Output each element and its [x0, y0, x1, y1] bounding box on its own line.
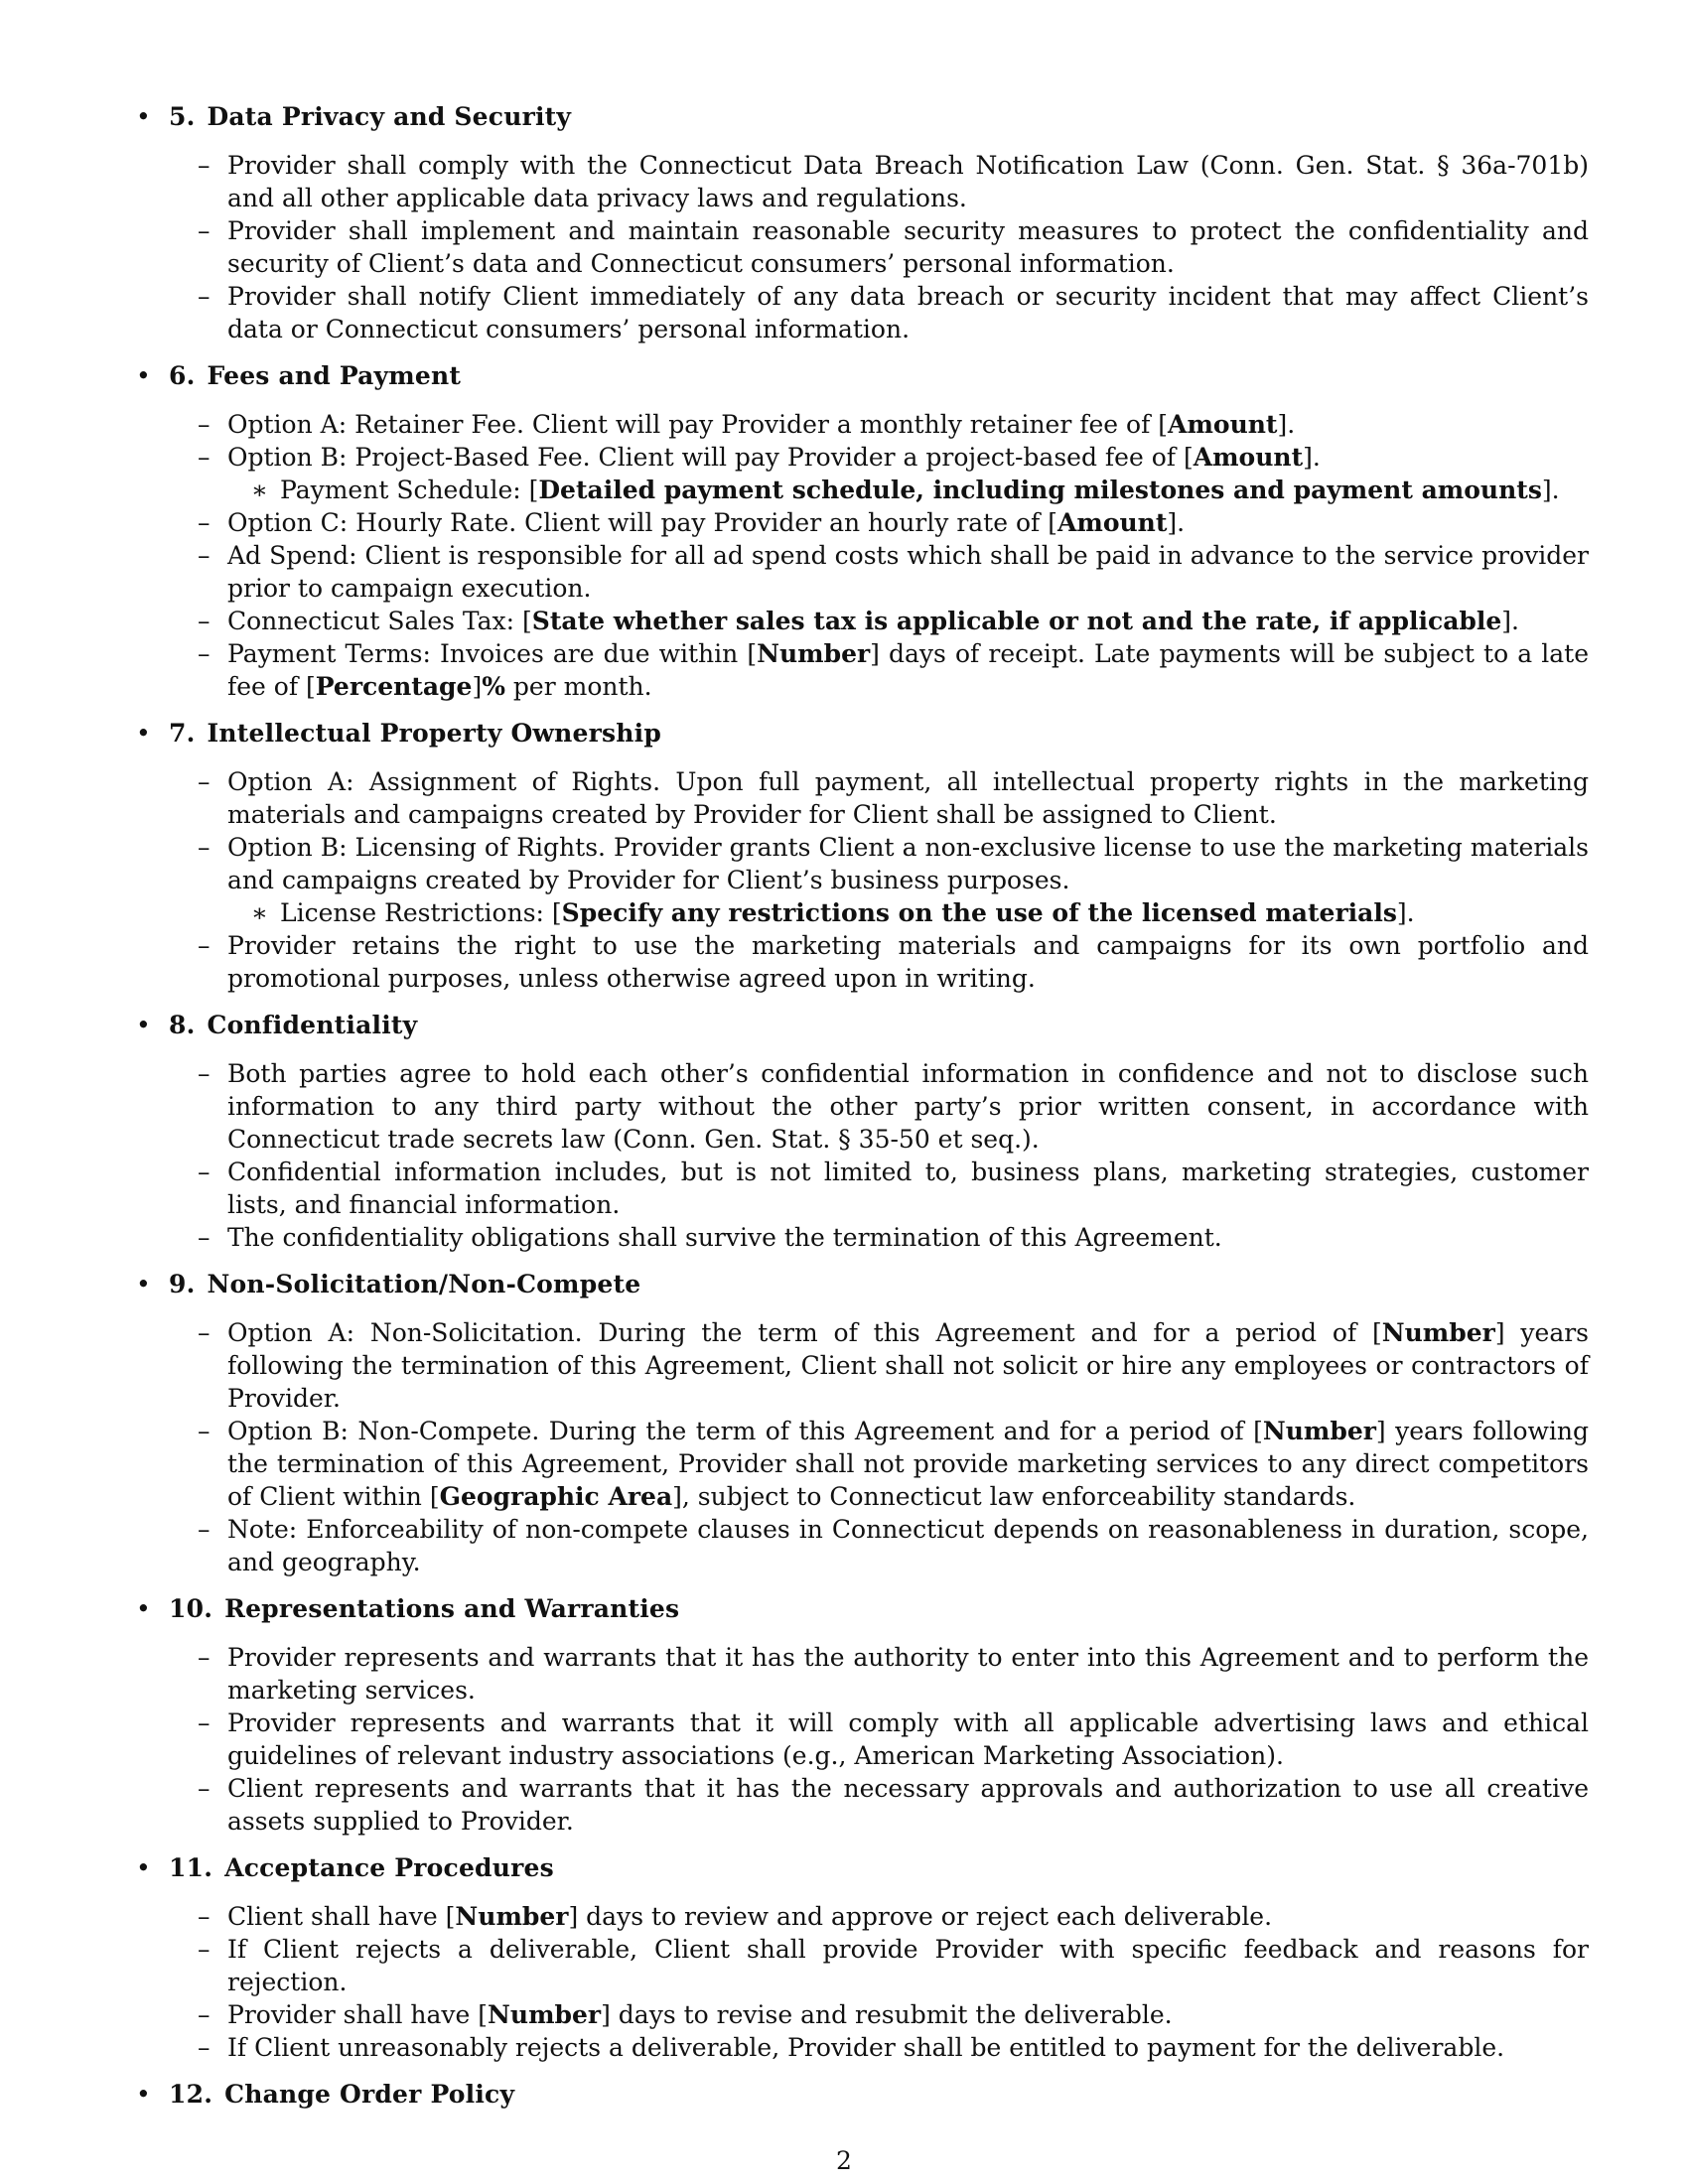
- dash-marker-icon: –: [198, 541, 211, 570]
- dash-marker-icon: –: [198, 1158, 211, 1186]
- sub-clause-item: [136, 896, 1589, 929]
- asterisk-marker-icon: ∗: [251, 898, 268, 927]
- section-number: 6.: [169, 361, 196, 390]
- text-run: Provider represents and warrants that it has the authority to enter into this Agreement and to perform the marketing services.: [227, 1643, 1589, 1705]
- placeholder-field: State whether sales tax is applicable or not and the rate, if applicable: [531, 607, 1502, 635]
- clause-item: [136, 1221, 1589, 1254]
- dash-marker-icon: –: [198, 216, 211, 245]
- bullet-icon: •: [136, 361, 151, 390]
- text-run: Provider represents and warrants that it will comply with all applicable advertising laws and ethical guidelines of relevant industry associations (e.g., American Marketing Association).: [227, 1708, 1589, 1770]
- clause-item: [136, 1057, 1589, 1156]
- dash-marker-icon: –: [198, 639, 211, 668]
- sub-clause-item: [136, 474, 1589, 506]
- section-title: Intellectual Property Ownership: [207, 719, 662, 748]
- placeholder-field: Geographic Area: [439, 1482, 673, 1511]
- section-number: 9.: [169, 1270, 196, 1298]
- clause-item: [136, 1900, 1589, 1933]
- clause-list: [136, 765, 1589, 995]
- dash-marker-icon: –: [198, 2033, 211, 2062]
- section-number: 5.: [169, 102, 196, 131]
- placeholder-field: Number: [455, 1902, 569, 1931]
- text-run: The confidentiality obligations shall survive the termination of this Agreement.: [227, 1223, 1222, 1252]
- section-title: Confidentiality: [207, 1011, 418, 1039]
- section-number: 11.: [169, 1853, 213, 1882]
- text-run: If Client unreasonably rejects a deliverable, Provider shall be entitled to payment for the deliverable.: [227, 2033, 1505, 2062]
- clause-item: [136, 1513, 1589, 1578]
- clause-item: [136, 1415, 1589, 1513]
- clause-item: [136, 1641, 1589, 1706]
- section-number: 7.: [169, 719, 196, 748]
- section-title: Fees and Payment: [207, 361, 462, 390]
- section-title: Non-Solicitation/Non-Compete: [207, 1270, 641, 1298]
- text-run: ], subject to Connecticut law enforceability standards.: [672, 1482, 1356, 1511]
- document-body: [136, 100, 1589, 2126]
- clause-item: [136, 1772, 1589, 1838]
- text-run: ].: [1541, 476, 1560, 504]
- placeholder-field: %: [482, 672, 505, 701]
- clause-list: [136, 1900, 1589, 2064]
- section-number: 8.: [169, 1011, 196, 1039]
- text-run: If Client rejects a deliverable, Client shall provide Provider with specific feedback and reasons for rejection.: [227, 1935, 1589, 1996]
- clause-item: [136, 214, 1589, 280]
- dash-marker-icon: –: [198, 1643, 211, 1672]
- dash-marker-icon: –: [198, 1417, 211, 1445]
- text-run: Ad Spend: Client is responsible for all ad spend costs which shall be paid in advance to the service provider prior to campaign execution.: [227, 541, 1589, 603]
- text-run: Option A: Non-Solicitation. During the term of this Agreement and for a period of [: [227, 1318, 1382, 1347]
- text-run: Payment Schedule: [: [280, 476, 539, 504]
- dash-marker-icon: –: [198, 1708, 211, 1737]
- text-run: Provider shall comply with the Connecticut Data Breach Notification Law (Conn. Gen. Stat. § 36a-701b) and all other applicable data privacy laws and regulations.: [227, 151, 1589, 212]
- section-heading: [136, 1009, 1589, 1041]
- section-heading: [136, 717, 1589, 750]
- section-8: [136, 1009, 1589, 1254]
- clause-list: [136, 1641, 1589, 1838]
- section-heading: [136, 2078, 1589, 2111]
- section-title: Acceptance Procedures: [224, 1853, 554, 1882]
- clause-list: [136, 1057, 1589, 1254]
- section-5: [136, 100, 1589, 345]
- clause-item: [136, 831, 1589, 896]
- text-run: Provider retains the right to use the marketing materials and campaigns for its own portfolio and promotional purposes, unless otherwise agreed upon in writing.: [227, 931, 1589, 993]
- clause-item: [136, 539, 1589, 605]
- text-run: ].: [1501, 607, 1519, 635]
- clause-item: [136, 1316, 1589, 1415]
- placeholder-field: Amount: [1056, 508, 1168, 537]
- section-number: 12.: [169, 2080, 213, 2109]
- placeholder-field: Detailed payment schedule, including milestones and payment amounts: [538, 476, 1542, 504]
- dash-marker-icon: –: [198, 151, 211, 180]
- text-run: Option B: Project-Based Fee. Client will pay Provider a project-based fee of [: [227, 443, 1194, 472]
- text-run: Client shall have [: [227, 1902, 456, 1931]
- clause-item: [136, 605, 1589, 637]
- dash-marker-icon: –: [198, 508, 211, 537]
- section-10: [136, 1592, 1589, 1838]
- section-12: [136, 2078, 1589, 2111]
- clause-item: [136, 1156, 1589, 1221]
- dash-marker-icon: –: [198, 1774, 211, 1803]
- bullet-icon: •: [136, 1011, 151, 1039]
- clause-item: [136, 1998, 1589, 2031]
- dash-marker-icon: –: [198, 767, 211, 796]
- text-run: Both parties agree to hold each other’s confidential information in confidence and not to disclose such information to any third party without the other party’s prior written consent, in accordance with Connecticut trade secrets law (Conn. Gen. Stat. § 35-50 et seq.).: [227, 1059, 1589, 1154]
- text-run: License Restrictions: [: [280, 898, 562, 927]
- text-run: Option B: Licensing of Rights. Provider grants Client a non-exclusive license to use the marketing materials and campaigns created by Provider for Client’s business purposes.: [227, 833, 1589, 894]
- section-heading: [136, 1268, 1589, 1300]
- text-run: ] years following the termination of this Agreement, Provider shall not provide marketing services to any direct competitors of Client within [: [227, 1417, 1589, 1511]
- text-run: Option B: Non-Compete. During the term of this Agreement and for a period of [: [227, 1417, 1263, 1445]
- section-title: Change Order Policy: [224, 2080, 515, 2109]
- text-run: ].: [1303, 443, 1321, 472]
- clause-item: [136, 929, 1589, 995]
- section-title: Data Privacy and Security: [207, 102, 572, 131]
- page-number: 2: [836, 2146, 852, 2175]
- asterisk-marker-icon: ∗: [251, 476, 268, 504]
- dash-marker-icon: –: [198, 282, 211, 311]
- placeholder-field: Specify any restrictions on the use of the licensed materials: [561, 898, 1397, 927]
- clause-item: [136, 408, 1589, 441]
- dash-marker-icon: –: [198, 1223, 211, 1252]
- placeholder-field: Percentage: [315, 672, 473, 701]
- section-heading: [136, 1592, 1589, 1625]
- bullet-icon: •: [136, 1853, 151, 1882]
- dash-marker-icon: –: [198, 1059, 211, 1088]
- section-heading: [136, 359, 1589, 392]
- text-run: ] years following the termination of this Agreement, Client shall not solicit or hire any employees or contractors of Provider.: [227, 1318, 1590, 1413]
- dash-marker-icon: –: [198, 410, 211, 439]
- dash-marker-icon: –: [198, 1902, 211, 1931]
- text-run: Payment Terms: Invoices are due within [: [227, 639, 758, 668]
- placeholder-field: Number: [757, 639, 871, 668]
- placeholder-field: Number: [1262, 1417, 1376, 1445]
- sub-clause-list: [136, 474, 1589, 506]
- section-9: [136, 1268, 1589, 1578]
- clause-item: [136, 1933, 1589, 1998]
- clause-list: [136, 149, 1589, 345]
- text-run: Option A: Retainer Fee. Client will pay Provider a monthly retainer fee of [: [227, 410, 1169, 439]
- text-run: ].: [1167, 508, 1186, 537]
- clause-list: [136, 408, 1589, 703]
- text-run: ].: [1277, 410, 1296, 439]
- section-11: [136, 1851, 1589, 2064]
- dash-marker-icon: –: [198, 1515, 211, 1544]
- sub-clause-list: [136, 896, 1589, 929]
- clause-item: [136, 1706, 1589, 1772]
- dash-marker-icon: –: [198, 833, 211, 862]
- text-run: ]: [472, 672, 483, 701]
- clause-list: [136, 1316, 1589, 1578]
- text-run: Client represents and warrants that it has the necessary approvals and authorization to use all creative assets supplied to Provider.: [227, 1774, 1589, 1836]
- bullet-icon: •: [136, 2080, 151, 2109]
- clause-item: [136, 2031, 1589, 2064]
- text-run: Provider shall notify Client immediately of any data breach or security incident that may affect Client’s data or Connecticut consumers’ personal information.: [227, 282, 1589, 343]
- clause-item: [136, 149, 1589, 214]
- clause-item: [136, 637, 1589, 703]
- text-run: Provider shall have [: [227, 2000, 489, 2029]
- placeholder-field: Amount: [1168, 410, 1278, 439]
- bullet-icon: •: [136, 102, 151, 131]
- section-heading: [136, 100, 1589, 133]
- clause-item: [136, 441, 1589, 474]
- text-run: ] days to review and approve or reject each deliverable.: [568, 1902, 1273, 1931]
- clause-item: [136, 506, 1589, 539]
- dash-marker-icon: –: [198, 931, 211, 960]
- section-7: [136, 717, 1589, 995]
- dash-marker-icon: –: [198, 1935, 211, 1964]
- placeholder-field: Number: [1381, 1318, 1495, 1347]
- dash-marker-icon: –: [198, 1318, 211, 1347]
- dash-marker-icon: –: [198, 2000, 211, 2029]
- section-title: Representations and Warranties: [224, 1594, 680, 1623]
- text-run: ] days of receipt. Late payments will be subject to a late fee of [: [227, 639, 1589, 701]
- clause-item: [136, 765, 1589, 831]
- section-number: 10.: [169, 1594, 213, 1623]
- text-run: Confidential information includes, but is not limited to, business plans, marketing strategies, customer lists, and financial information.: [227, 1158, 1589, 1219]
- text-run: ] days to revise and resubmit the deliverable.: [601, 2000, 1173, 2029]
- text-run: per month.: [504, 672, 652, 701]
- bullet-icon: •: [136, 1594, 151, 1623]
- text-run: Option A: Assignment of Rights. Upon full payment, all intellectual property rights in the marketing materials and campaigns created by Provider for Client shall be assigned to Client.: [227, 767, 1589, 829]
- section-heading: [136, 1851, 1589, 1884]
- text-run: Provider shall implement and maintain reasonable security measures to protect the confidentiality and security of Client’s data and Connecticut consumers’ personal information.: [227, 216, 1589, 278]
- dash-marker-icon: –: [198, 607, 211, 635]
- text-run: Connecticut Sales Tax: [: [227, 607, 532, 635]
- placeholder-field: Amount: [1193, 443, 1304, 472]
- dash-marker-icon: –: [198, 443, 211, 472]
- bullet-icon: •: [136, 1270, 151, 1298]
- clause-item: [136, 280, 1589, 345]
- text-run: Option C: Hourly Rate. Client will pay Provider an hourly rate of [: [227, 508, 1057, 537]
- section-6: [136, 359, 1589, 703]
- placeholder-field: Number: [488, 2000, 602, 2029]
- text-run: ].: [1396, 898, 1415, 927]
- text-run: Note: Enforceability of non-compete clauses in Connecticut depends on reasonableness in duration, scope, and geography.: [227, 1515, 1589, 1576]
- bullet-icon: •: [136, 719, 151, 748]
